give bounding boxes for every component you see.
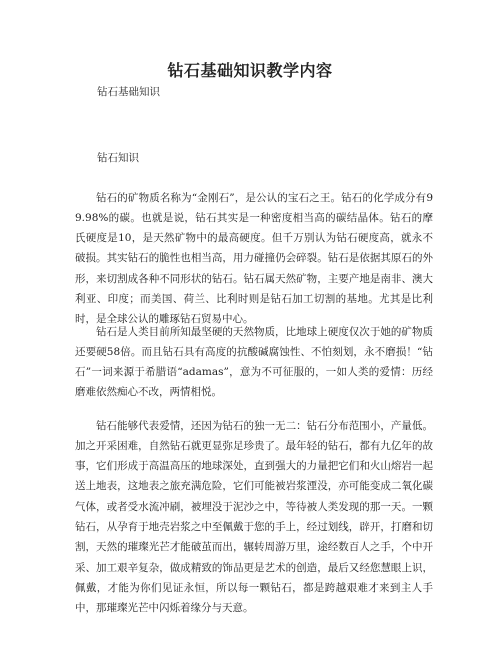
section-heading: 钻石知识	[97, 152, 139, 164]
document-subtitle: 钻石基础知识	[97, 86, 160, 98]
paragraph-3: 钻石能够代表爱情，还因为钻石的独一无二：钻石分布范围小，产量低。加之开采困难，自然钻石就更显弥足珍贵了。最年轻的钻石，都有九亿年的故事，它们形成于高温高压的地球深处，直到强大的力量把它们和火山熔岩一起送上地表，这地表之旅充满危险，它们可能被岩浆湮没，亦可能变成二氧化碳气体，或者受水流冲刷，被埋没于泥沙之中，等待被人类发现的那一天。一颗钻石，从孕育于地壳岩浆之中至佩戴于您的手上，经过划线，辟开，打磨和切割，天然的璀璨光芒才能破茧而出，辗转周游万里，途经数百人之手，个中开采、加工艰辛复杂，做成精致的饰品更是艺术的创造，最后又经您慧眼上识，佩戴，才能为你们见证永恒，所以每一颗钻石，都是跨越艰难才来到主人手中，那璀璨光芒中闪烁着缘分与天意。	[75, 419, 433, 615]
paragraph-1: 钻石的矿物质名称为“金刚石”，是公认的宝石之王。钻石的化学成分有99.98%的碳。也就是说，钻石其实是一种密度相当高的碳结晶体。钻石的摩氏硬度是10，是天然矿物中的最高硬度。但千万别认为钻石硬度高，就永不破损。其实钻石的脆性也相当高，用力碰撞仍会碎裂。钻石是依据其原石的外形，来切割成各种不同形状的钻石。钻石属天然矿物，主要产地是南非、澳大利亚、印度；而美国、荷兰、比利时则是钻石加工切割的基地。尤其是比利时，是全球公认的雕琢钻石贸易中心。	[75, 191, 433, 326]
paragraph-2: 钻石是人类目前所知最坚硬的天然物质，比地球上硬度仅次于她的矿物质还要硬58倍。而且钻石具有高度的抗酸碱腐蚀性、不怕刻划，永不磨损！“钻石”一词来源于希腊语“adamas”，意为不可征服的，一如人类的爱情：历经磨难依然痴心不改，两情相悦。	[75, 325, 433, 399]
document-title: 钻石基础知识教学内容	[167, 61, 333, 80]
